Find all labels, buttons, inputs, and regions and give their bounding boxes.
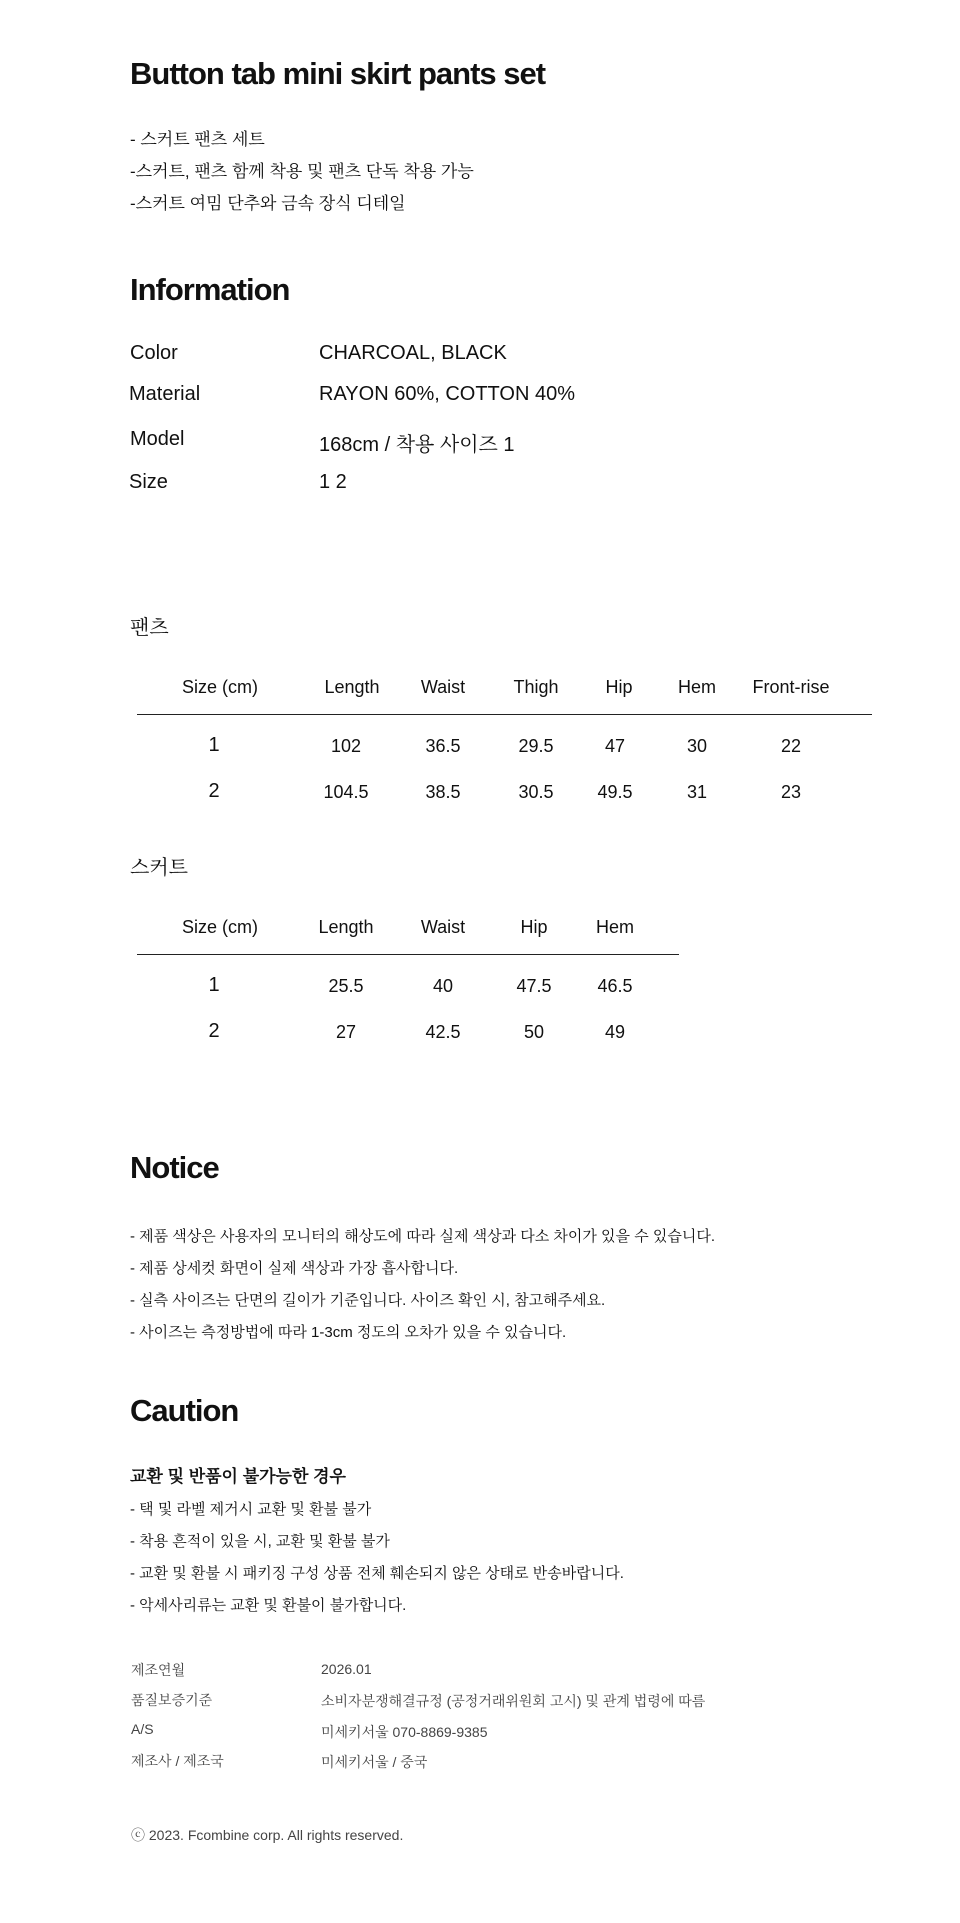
caution-line: - 착용 흔적이 있을 시, 교환 및 환불 불가 [130, 1533, 390, 1550]
information-heading: Information [130, 272, 290, 307]
pants-cell: 30 [686, 736, 708, 756]
pants-cell: 29.5 [518, 736, 554, 756]
skirt-header-size: Size (cm) [182, 917, 258, 937]
info-label-size: Size [129, 471, 168, 493]
skirt-cell: 50 [523, 1022, 545, 1042]
skirt-cell: 1 [208, 974, 220, 996]
pants-cell: 38.5 [425, 782, 461, 802]
caution-line: - 택 및 라벨 제거시 교환 및 환불 불가 [130, 1501, 372, 1518]
skirt-cell: 47.5 [516, 976, 552, 996]
pants-label: 팬츠 [130, 617, 169, 639]
notice-line: - 제품 상세컷 화면이 실제 색상과 가장 흡사합니다. [130, 1260, 459, 1277]
pants-cell: 36.5 [425, 736, 461, 756]
footer-copyright: ⓒ 2023. Fcombine corp. All rights reserved. [131, 1827, 404, 1843]
pants-cell: 30.5 [518, 782, 554, 802]
spec-value: 미세키서울 / 중국 [321, 1754, 428, 1770]
caution-line: - 교환 및 환불 시 패키징 구성 상품 전체 훼손되지 않은 상태로 반송바랍니다. [130, 1565, 624, 1582]
pants-cell: 104.5 [323, 782, 369, 802]
pants-cell: 1 [208, 734, 220, 756]
pants-header-hem: Hem [677, 677, 717, 697]
pants-cell: 31 [686, 782, 708, 802]
pants-header-divider [137, 714, 872, 715]
product-bullet: - 스커트 팬츠 세트 [130, 130, 265, 149]
skirt-header-divider [137, 954, 679, 955]
skirt-header-length: Length [318, 917, 374, 937]
pants-cell: 23 [780, 782, 802, 802]
info-label-model: Model [130, 428, 185, 450]
notice-line: - 실측 사이즈는 단면의 길이가 기준입니다. 사이즈 확인 시, 참고해주세요. [130, 1292, 606, 1309]
skirt-cell: 42.5 [425, 1022, 461, 1042]
skirt-cell: 49 [604, 1022, 626, 1042]
pants-cell: 22 [780, 736, 802, 756]
pants-header-size: Size (cm) [182, 677, 258, 697]
spec-label: 품질보증기준 [131, 1692, 213, 1708]
pants-header-length: Length [324, 677, 380, 697]
pants-cell: 102 [330, 736, 362, 756]
skirt-cell: 27 [335, 1022, 357, 1042]
spec-label: 제조사 / 제조국 [131, 1753, 224, 1769]
skirt-cell: 46.5 [597, 976, 633, 996]
notice-heading: Notice [130, 1150, 219, 1185]
skirt-header-waist: Waist [420, 917, 466, 937]
info-value-color: CHARCOAL, BLACK [319, 342, 507, 364]
info-label-material: Material [129, 383, 201, 405]
pants-header-waist: Waist [420, 677, 466, 697]
info-value-size: 1 2 [319, 471, 347, 493]
spec-value: 2026.01 [321, 1661, 372, 1677]
pants-cell: 49.5 [597, 782, 633, 802]
pants-header-thigh: Thigh [513, 677, 559, 697]
pants-cell: 47 [604, 736, 626, 756]
caution-heading: Caution [130, 1393, 239, 1428]
pants-cell: 2 [208, 780, 220, 802]
spec-label: A/S [131, 1721, 154, 1737]
spec-label: 제조연월 [131, 1662, 186, 1678]
pants-header-hip: Hip [605, 677, 633, 697]
notice-line: - 제품 색상은 사용자의 모니터의 해상도에 따라 실제 색상과 다소 차이가 있을 수 있습니다. [130, 1228, 715, 1245]
product-title: Button tab mini skirt pants set [130, 56, 546, 91]
skirt-label: 스커트 [130, 857, 188, 879]
skirt-cell: 2 [208, 1020, 220, 1042]
notice-line: - 사이즈는 측정방법에 따라 1-3cm 정도의 오차가 있을 수 있습니다. [130, 1324, 567, 1341]
info-value-material: RAYON 60%, COTTON 40% [319, 383, 575, 405]
product-bullet: -스커트, 팬츠 함께 착용 및 팬츠 단독 착용 가능 [130, 162, 474, 181]
spec-value: 미세키서울 070-8869-9385 [321, 1724, 488, 1740]
caution-line: - 악세사리류는 교환 및 환불이 불가합니다. [130, 1597, 407, 1614]
skirt-cell: 40 [432, 976, 454, 996]
pants-header-front-rise: Front-rise [752, 677, 830, 697]
spec-value: 소비자분쟁해결규정 (공정거래위원회 고시) 및 관계 법령에 따름 [321, 1693, 706, 1709]
skirt-header-hem: Hem [595, 917, 635, 937]
skirt-cell: 25.5 [328, 976, 364, 996]
info-label-color: Color [130, 342, 178, 364]
info-value-model: 168cm / 착용 사이즈 1 [319, 434, 515, 456]
product-bullet: -스커트 여밈 단추와 금속 장식 디테일 [130, 194, 406, 213]
caution-subheading: 교환 및 반품이 불가능한 경우 [130, 1467, 346, 1486]
skirt-header-hip: Hip [520, 917, 548, 937]
